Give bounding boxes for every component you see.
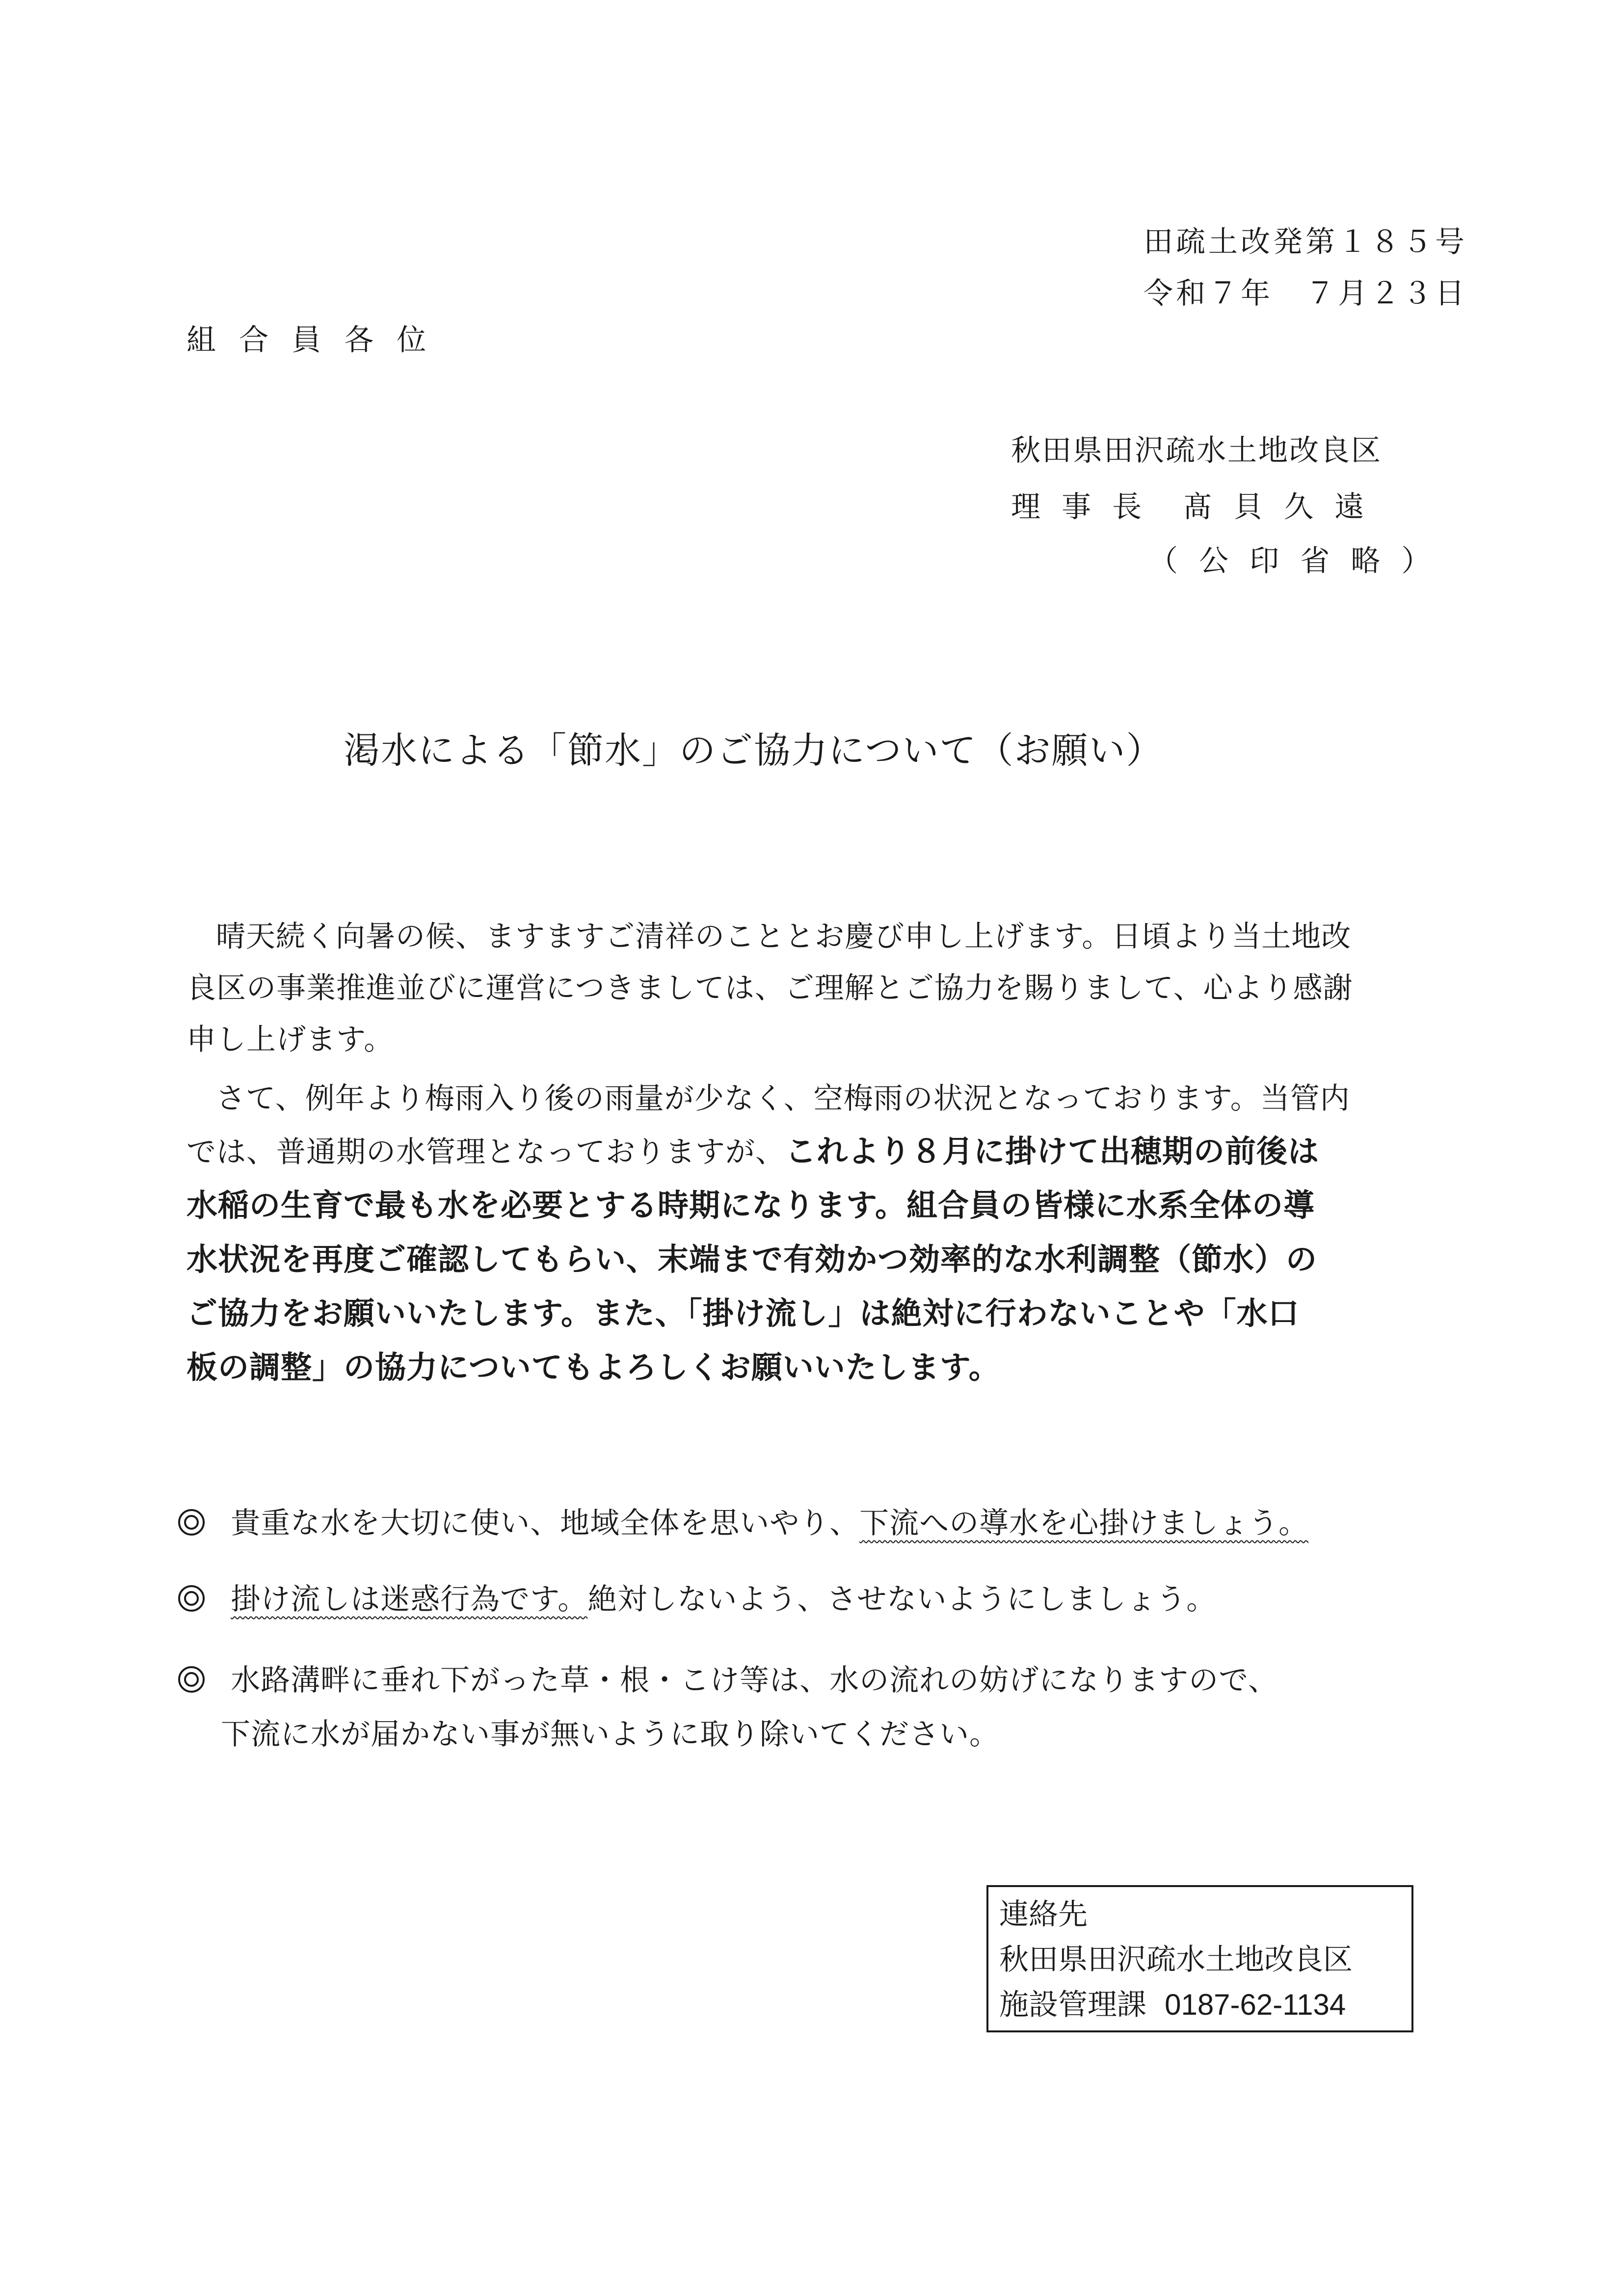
paragraph-2-line-5: ご協力をお願いいたします。また、「掛け流し」は絶対に行わないことや「水口 [186,1296,1300,1331]
paragraph-1-line-1: 晴天続く向暑の候、ますますご清祥のこととお慶び申し上げます。日頃より当土地改 [216,919,1352,954]
paragraph-2-line-4: 水状況を再度ご確認してもらい、末端まで有効かつ効率的な水利調整（節水）の [186,1242,1317,1277]
bullet-3-line-2: 下流に水が届かない事が無いように取り除いてください。 [221,1717,999,1752]
double-circle-icon [177,1508,206,1537]
document-number: 田疏土改発第１８５号 [1144,225,1467,259]
paragraph-2-line-3: 水稲の生育で最も水を必要とする時期になります。組合員の皆様に水系全体の導 [186,1188,1315,1223]
paragraph-2-line-2-regular: では、普通期の水管理となっておりますが、 [186,1135,785,1169]
contact-organization: 秋田県田沢疏水土地改良区 [999,1943,1353,1977]
document-date: 令和７年 ７月２３日 [1144,276,1467,311]
double-circle-icon [177,1665,206,1694]
contact-section: 施設管理課 [999,1988,1146,2022]
bullet-2-underlined-text: 掛け流しは迷惑行為です。 [231,1582,588,1617]
paragraph-2-line-1: さて、例年より梅雨入り後の雨量が少なく、空梅雨の状況となっております。当管内 [216,1081,1350,1116]
bullet-1 [177,1500,1308,1542]
paragraph-1-line-3: 申し上げます。 [186,1023,394,1057]
contact-box [986,1885,1413,2032]
seal-omitted-note: （ 公 印 省 略 ） [1148,544,1437,578]
bullet-2 [177,1576,1216,1618]
bullet-3-line-1: 水路溝畔に垂れ下がった草・根・こけ等は、水の流れの妨げになりますので、 [231,1663,1278,1698]
bullet-1-text: 貴重な水を大切に使い、地域全体を思いやり、 [231,1506,860,1540]
document-title: 渇水による「節水」のご協力について（お願い） [344,729,1164,772]
paragraph-2-line-6: 板の調整」の協力についてもよろしくお願いいたします。 [186,1350,1000,1385]
sender-name: 理 事 長 髙 貝 久 遠 [1011,490,1370,524]
paragraph-1-line-2: 良区の事業推進並びに運営につきましては、ご理解とご協力を賜りまして、心より感謝 [186,971,1353,1005]
recipient: 組 合 員 各 位 [186,323,433,357]
paragraph-2-line-2 [186,1127,1319,1171]
contact-label: 連絡先 [999,1897,1088,1932]
double-circle-icon [177,1584,206,1613]
contact-section-phone [999,1982,1401,2027]
bullet-1-underlined-text: 下流への導水を心掛けましょう。 [859,1506,1309,1540]
paragraph-2-line-2-emphasis: これより８月に掛けて出穂期の前後は [785,1134,1319,1169]
bullet-3 [177,1657,1278,1699]
bullet-2-text: 絶対しないよう、させないようにしましょう。 [587,1582,1217,1617]
sender-organization: 秋田県田沢疏水土地改良区 [1011,433,1382,468]
contact-phone: 0187-62-1134 [1165,1988,1346,2021]
